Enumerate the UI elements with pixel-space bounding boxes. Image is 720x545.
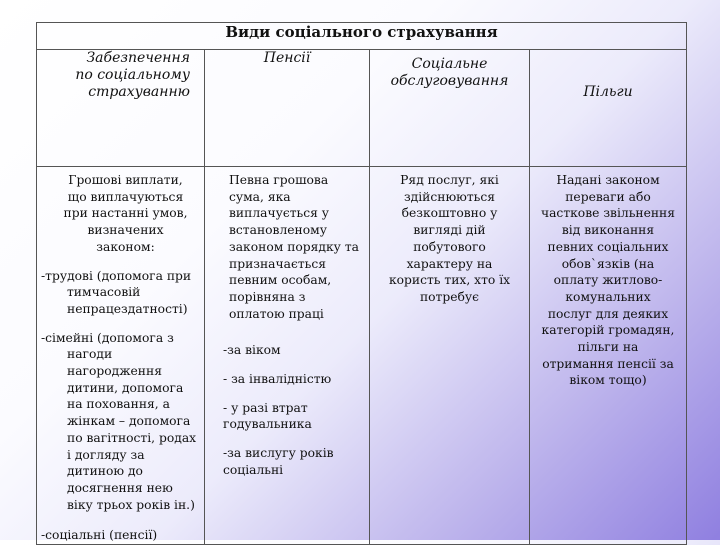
col1-social — [37, 527, 204, 544]
insurance-benefits-cell — [37, 167, 205, 545]
text-line: оплату житлово- — [553, 273, 663, 288]
social-services-cell — [370, 167, 530, 545]
social-insurance-table — [36, 22, 687, 545]
header-social-services — [370, 50, 530, 167]
text-line: -трудові (допомога при — [41, 268, 192, 283]
text-line: нагородження — [67, 364, 162, 379]
pension-type-item: -за віком — [223, 343, 281, 358]
text-line: по вагітності, родах — [67, 430, 197, 445]
text-line: потребує — [419, 289, 480, 304]
text-line: безкоштовно у — [401, 206, 498, 221]
text-line: призначається — [229, 256, 326, 271]
col1-family — [37, 330, 204, 514]
text-line: переваги або — [565, 189, 651, 204]
header-line: Пільги — [583, 84, 633, 100]
col2-intro — [205, 172, 369, 322]
text-line: певних соціальних — [547, 239, 669, 254]
header-line: Соціальне — [411, 56, 488, 72]
header-line: Забезпечення — [86, 50, 190, 66]
header-insurance-benefits — [37, 50, 205, 167]
header-line: страхуванню — [88, 84, 190, 100]
text-line: дитини, допомога — [67, 380, 184, 395]
pension-type-item: - за інвалідністю — [223, 372, 332, 387]
text-line: обов`язків (на — [561, 256, 655, 271]
text-line: жінкам – допомога — [67, 414, 191, 429]
text-line: характеру на — [406, 256, 493, 271]
pensions-cell — [205, 167, 370, 545]
benefits-cell — [530, 167, 687, 545]
header-line: Пенсії — [263, 50, 311, 66]
text-line: послуг для деяких — [547, 306, 669, 321]
header-pensions — [205, 50, 370, 167]
pension-type-item: -за вислугу років соціальні — [223, 446, 334, 477]
text-line: при настанні умов, — [63, 206, 188, 221]
text-line: Грошові виплати, — [68, 173, 183, 187]
text-line: нагоди — [67, 347, 113, 362]
text-line: пільги на — [577, 340, 639, 355]
text-line: на поховання, а — [67, 397, 170, 412]
text-line: віку трьох років ін.) — [67, 497, 195, 512]
text-line: комунальних — [565, 289, 651, 304]
header-line: обслуговування — [390, 73, 509, 89]
text-line: від виконання — [561, 223, 655, 238]
text-line: досягнення нею — [67, 480, 173, 495]
text-line: -соціальні (пенсії) — [41, 528, 158, 543]
text-line: категорій громадян, — [541, 323, 675, 338]
text-line: побутового — [413, 239, 486, 254]
text-line: здійснюються — [403, 189, 496, 204]
text-line: вигляді дій — [413, 223, 486, 238]
text-line: і догляду за — [67, 447, 145, 462]
text-line: сума, яка — [229, 189, 291, 204]
text-line: встановленому — [229, 223, 327, 238]
pension-types-list — [205, 342, 369, 478]
text-line: Певна грошова — [229, 173, 329, 187]
text-line: віком тощо) — [569, 373, 647, 388]
text-line: що виплачуються — [67, 189, 184, 204]
text-line: законом: — [96, 239, 155, 254]
text-line: Надані законом — [556, 173, 660, 187]
header-line: по соціальному — [75, 67, 190, 83]
text-line: Ряд послуг, які — [400, 173, 499, 187]
header-benefits — [530, 50, 687, 167]
col1-intro — [37, 172, 204, 256]
text-line: порівняна з — [229, 289, 306, 304]
pension-type-item: - у разі втрат годувальника — [223, 400, 312, 432]
text-line: законом порядку та — [229, 239, 359, 254]
text-line: користь тих, хто їх — [388, 273, 511, 288]
text-line: отримання пенсії за — [542, 356, 674, 371]
text-line: -сімейні (допомога з — [41, 330, 174, 345]
text-line: певним особам, — [229, 273, 332, 288]
text-line: оплатою праці — [229, 306, 324, 321]
text-line: тимчасовій — [67, 285, 141, 300]
text-line: дитиною до — [67, 464, 143, 479]
text-line: визначених — [87, 223, 164, 238]
text-line: непрацездатності) — [67, 301, 188, 316]
col1-labor — [37, 268, 204, 318]
text-line: часткове звільнення — [540, 206, 676, 221]
table-title: Види соціального страхування — [37, 23, 687, 50]
text-line: виплачується у — [229, 206, 329, 221]
